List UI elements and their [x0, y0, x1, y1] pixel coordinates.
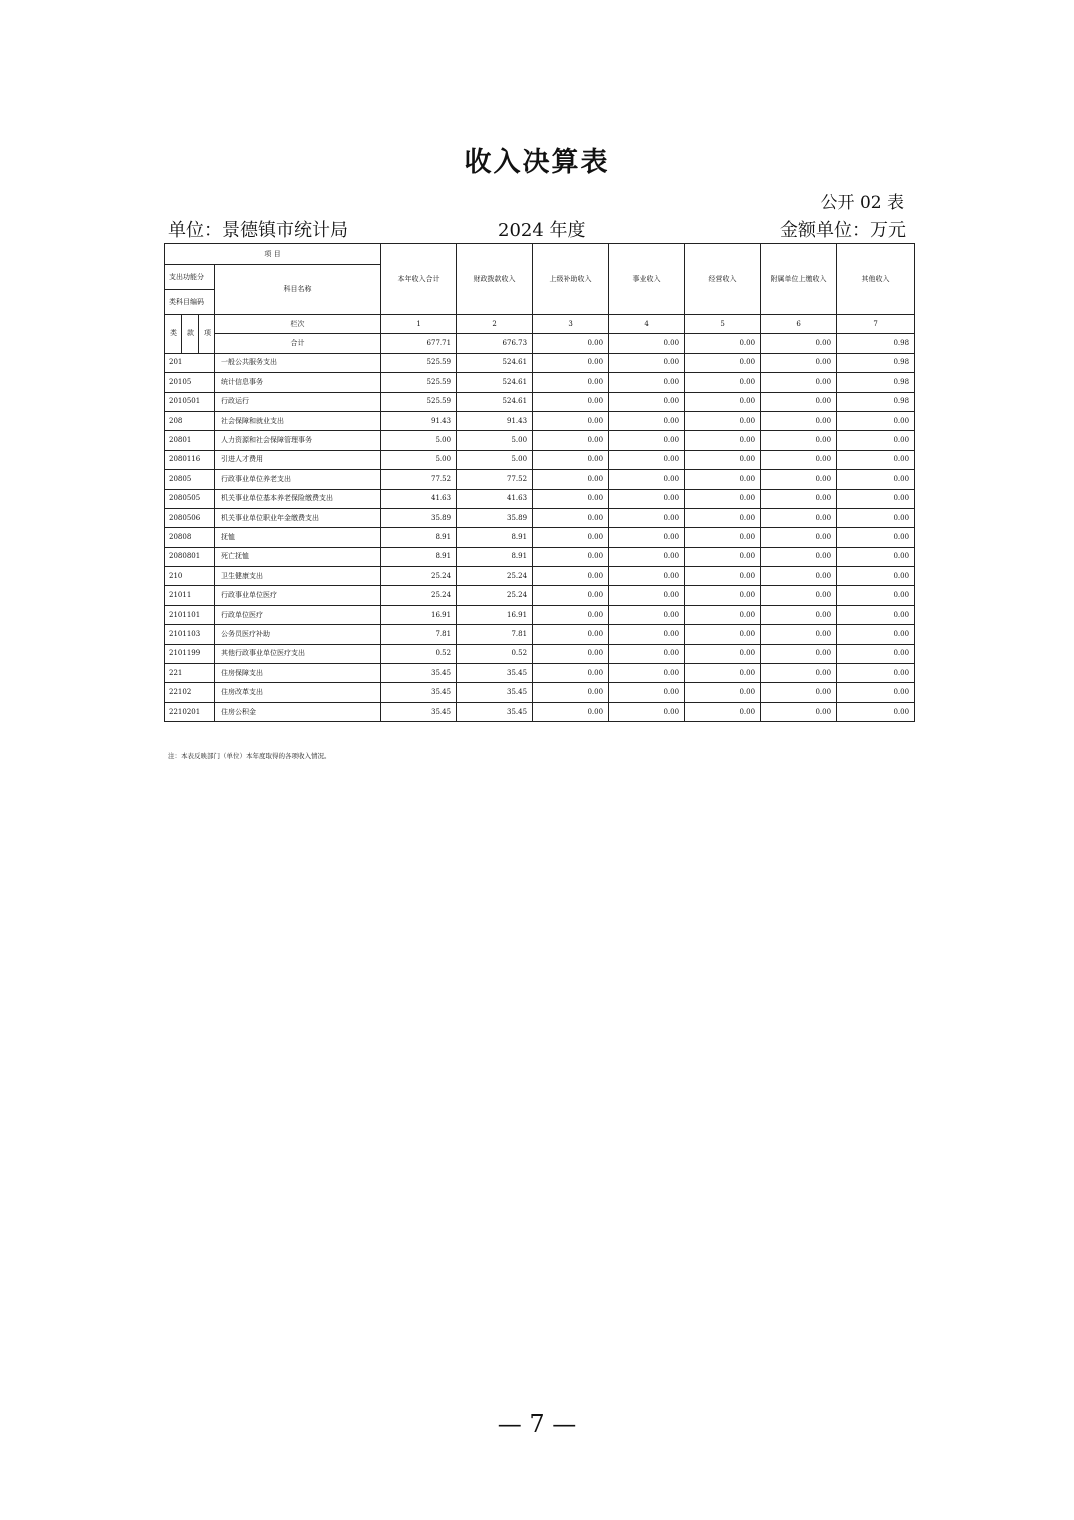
- row-code: 2101199: [165, 644, 215, 663]
- func-class-header-a: 支出功能分: [165, 265, 215, 290]
- row-subject-name: 公务员医疗补助: [215, 625, 381, 644]
- row-value: 91.43: [457, 411, 533, 430]
- meta-line: [168, 216, 906, 240]
- row-value: 35.45: [381, 702, 457, 721]
- table-row: [165, 353, 915, 372]
- row-value: 0.00: [609, 644, 685, 663]
- row-value: 0.00: [761, 470, 837, 489]
- row-value: 0.00: [533, 353, 609, 372]
- row-value: 0.00: [761, 508, 837, 527]
- row-value: 0.00: [685, 508, 761, 527]
- amount-unit: 金额单位：万元: [780, 220, 906, 241]
- row-value: 0.00: [761, 702, 837, 721]
- row-subject-name: 住房公积金: [215, 702, 381, 721]
- row-value: 0.00: [761, 605, 837, 624]
- row-value: 0.00: [533, 431, 609, 450]
- row-value: 525.59: [381, 373, 457, 392]
- row-code: 2080506: [165, 508, 215, 527]
- row-value: 0.00: [533, 567, 609, 586]
- row-code: 2101103: [165, 625, 215, 644]
- row-value: 35.89: [457, 508, 533, 527]
- form-number: 公开 02 表: [820, 193, 904, 213]
- col-no-6: 6: [761, 315, 837, 334]
- row-subject-name: 住房改革支出: [215, 683, 381, 702]
- total-value: 0.00: [609, 334, 685, 353]
- row-value: 0.00: [837, 450, 915, 469]
- fiscal-year: 2024 年度: [498, 220, 586, 241]
- row-value: 8.91: [457, 528, 533, 547]
- row-subject-name: 其他行政事业单位医疗支出: [215, 644, 381, 663]
- row-value: 0.00: [609, 392, 685, 411]
- row-value: 0.00: [761, 586, 837, 605]
- row-value: 91.43: [381, 411, 457, 430]
- row-code: 2101101: [165, 605, 215, 624]
- total-value: 0.00: [685, 334, 761, 353]
- row-value: 0.00: [837, 586, 915, 605]
- row-value: 35.45: [457, 702, 533, 721]
- row-value: 7.81: [381, 625, 457, 644]
- total-value: 676.73: [457, 334, 533, 353]
- row-value: 0.00: [609, 683, 685, 702]
- row-value: 0.00: [685, 489, 761, 508]
- subject-name-header: 科目名称: [215, 265, 381, 315]
- row-subject-name: 死亡抚恤: [215, 547, 381, 566]
- row-value: 0.00: [837, 605, 915, 624]
- table-row: [165, 567, 915, 586]
- row-subject-name: 住房保障支出: [215, 664, 381, 683]
- row-value: 0.00: [837, 528, 915, 547]
- col-header-1: 本年收入合计: [381, 244, 457, 315]
- row-subject-name: 引进人才费用: [215, 450, 381, 469]
- row-value: 0.00: [685, 392, 761, 411]
- row-value: 0.00: [685, 411, 761, 430]
- row-value: 0.00: [533, 373, 609, 392]
- row-value: 35.45: [381, 664, 457, 683]
- row-value: 8.91: [381, 547, 457, 566]
- table-row: [165, 586, 915, 605]
- col-no-1: 1: [381, 315, 457, 334]
- row-value: 0.00: [837, 567, 915, 586]
- row-value: 0.00: [837, 683, 915, 702]
- table-row: [165, 547, 915, 566]
- row-value: 0.00: [837, 489, 915, 508]
- row-value: 0.00: [685, 702, 761, 721]
- row-value: 0.00: [685, 431, 761, 450]
- row-value: 0.00: [837, 625, 915, 644]
- row-value: 0.00: [533, 664, 609, 683]
- row-value: 35.45: [381, 683, 457, 702]
- table-row: [165, 702, 915, 721]
- row-value: 0.00: [761, 664, 837, 683]
- row-value: 0.00: [533, 508, 609, 527]
- row-value: 25.24: [381, 567, 457, 586]
- row-subject-name: 社会保障和就业支出: [215, 411, 381, 430]
- row-code: 21011: [165, 586, 215, 605]
- row-value: 0.00: [761, 373, 837, 392]
- row-value: 0.00: [761, 683, 837, 702]
- total-value: 0.00: [533, 334, 609, 353]
- row-value: 0.00: [533, 625, 609, 644]
- lei-header: 类: [165, 315, 182, 354]
- col-header-2: 财政拨款收入: [457, 244, 533, 315]
- row-value: 16.91: [457, 605, 533, 624]
- row-value: 0.00: [609, 431, 685, 450]
- total-value: 0.98: [837, 334, 915, 353]
- row-value: 0.00: [685, 683, 761, 702]
- col-header-5: 经营收入: [685, 244, 761, 315]
- row-value: 0.00: [533, 547, 609, 566]
- row-value: 0.00: [609, 528, 685, 547]
- row-value: 0.00: [533, 644, 609, 663]
- row-value: 0.00: [533, 470, 609, 489]
- row-value: 7.81: [457, 625, 533, 644]
- table-row: [165, 528, 915, 547]
- row-value: 0.00: [533, 489, 609, 508]
- row-value: 0.00: [685, 547, 761, 566]
- row-value: 0.00: [685, 373, 761, 392]
- row-value: 0.52: [381, 644, 457, 663]
- row-value: 0.00: [609, 353, 685, 372]
- row-value: 0.00: [837, 664, 915, 683]
- table-body: [165, 353, 915, 721]
- col-no-4: 4: [609, 315, 685, 334]
- document-title: 收入决算表: [464, 147, 610, 178]
- row-value: 0.00: [533, 683, 609, 702]
- row-value: 0.98: [837, 353, 915, 372]
- row-value: 525.59: [381, 353, 457, 372]
- row-value: 0.00: [685, 567, 761, 586]
- row-value: 0.00: [533, 411, 609, 430]
- row-value: 0.00: [609, 586, 685, 605]
- row-value: 0.00: [609, 605, 685, 624]
- row-value: 5.00: [381, 450, 457, 469]
- row-value: 524.61: [457, 373, 533, 392]
- xiang-header: 项: [199, 315, 215, 354]
- table-row: [165, 489, 915, 508]
- row-value: 0.00: [837, 411, 915, 430]
- table-row: [165, 373, 915, 392]
- row-code: 20805: [165, 470, 215, 489]
- row-value: 0.00: [609, 664, 685, 683]
- row-value: 0.00: [761, 392, 837, 411]
- row-value: 0.00: [761, 644, 837, 663]
- row-value: 0.00: [533, 450, 609, 469]
- row-code: 2080801: [165, 547, 215, 566]
- row-subject-name: 卫生健康支出: [215, 567, 381, 586]
- row-value: 0.00: [761, 431, 837, 450]
- row-value: 77.52: [457, 470, 533, 489]
- row-value: 0.00: [761, 528, 837, 547]
- row-code: 20105: [165, 373, 215, 392]
- row-code: 22102: [165, 683, 215, 702]
- row-value: 0.00: [533, 586, 609, 605]
- row-value: 35.89: [381, 508, 457, 527]
- row-value: 25.24: [457, 586, 533, 605]
- row-code: 2210201: [165, 702, 215, 721]
- row-subject-name: 一般公共服务支出: [215, 353, 381, 372]
- row-value: 0.00: [685, 528, 761, 547]
- row-value: 525.59: [381, 392, 457, 411]
- row-value: 0.00: [685, 644, 761, 663]
- row-code: 210: [165, 567, 215, 586]
- row-value: 0.00: [685, 470, 761, 489]
- row-value: 0.00: [761, 353, 837, 372]
- row-value: 0.52: [457, 644, 533, 663]
- table-row: [165, 508, 915, 527]
- row-value: 0.00: [685, 605, 761, 624]
- total-value: 677.71: [381, 334, 457, 353]
- row-value: 0.00: [609, 470, 685, 489]
- row-value: 0.00: [609, 625, 685, 644]
- col-header-4: 事业收入: [609, 244, 685, 315]
- row-code: 201: [165, 353, 215, 372]
- row-value: 0.00: [609, 450, 685, 469]
- row-value: 0.00: [761, 411, 837, 430]
- row-value: 8.91: [457, 547, 533, 566]
- row-subject-name: 统计信息事务: [215, 373, 381, 392]
- row-value: 25.24: [457, 567, 533, 586]
- row-value: 0.00: [685, 625, 761, 644]
- row-value: 0.00: [685, 664, 761, 683]
- unit-label: 单位：景德镇市统计局: [168, 220, 348, 241]
- col-no-3: 3: [533, 315, 609, 334]
- table-row: [165, 470, 915, 489]
- table-row: [165, 625, 915, 644]
- row-value: 0.00: [533, 528, 609, 547]
- col-header-6: 附属单位上缴收入: [761, 244, 837, 315]
- total-value: 0.00: [761, 334, 837, 353]
- table-row: [165, 392, 915, 411]
- row-value: 0.00: [609, 508, 685, 527]
- total-row: [165, 334, 915, 353]
- col-no-2: 2: [457, 315, 533, 334]
- table-row: [165, 605, 915, 624]
- row-code: 20808: [165, 528, 215, 547]
- page-number: — 7 —: [497, 1410, 577, 1438]
- row-value: 77.52: [381, 470, 457, 489]
- row-value: 0.00: [837, 508, 915, 527]
- row-value: 0.00: [533, 392, 609, 411]
- row-value: 0.00: [837, 702, 915, 721]
- row-value: 524.61: [457, 353, 533, 372]
- row-code: 20801: [165, 431, 215, 450]
- col-header-7: 其他收入: [837, 244, 915, 315]
- row-value: 0.00: [533, 605, 609, 624]
- row-value: 0.00: [609, 547, 685, 566]
- row-value: 0.00: [837, 431, 915, 450]
- row-value: 0.00: [685, 450, 761, 469]
- income-table: [164, 243, 915, 722]
- row-subject-name: 机关事业单位职业年金缴费支出: [215, 508, 381, 527]
- kuan-header: 款: [182, 315, 199, 354]
- row-value: 0.00: [761, 489, 837, 508]
- row-value: 8.91: [381, 528, 457, 547]
- row-value: 0.00: [685, 586, 761, 605]
- table-row: [165, 411, 915, 430]
- table-row: [165, 644, 915, 663]
- row-code: 2010501: [165, 392, 215, 411]
- row-value: 0.00: [609, 702, 685, 721]
- row-value: 0.00: [837, 644, 915, 663]
- row-value: 0.00: [837, 470, 915, 489]
- row-value: 41.63: [381, 489, 457, 508]
- table-row: [165, 431, 915, 450]
- lanci-header: 栏次: [215, 315, 381, 334]
- row-subject-name: 机关事业单位基本养老保险缴费支出: [215, 489, 381, 508]
- col-no-5: 5: [685, 315, 761, 334]
- row-value: 0.00: [761, 567, 837, 586]
- table-note: 注：本表反映部门（单位）本年度取得的各项收入情况。: [168, 752, 331, 760]
- row-code: 221: [165, 664, 215, 683]
- row-value: 35.45: [457, 664, 533, 683]
- row-value: 25.24: [381, 586, 457, 605]
- row-value: 0.00: [609, 489, 685, 508]
- table-row: [165, 450, 915, 469]
- table-row: [165, 664, 915, 683]
- table-row: [165, 683, 915, 702]
- row-value: 16.91: [381, 605, 457, 624]
- row-subject-name: 行政运行: [215, 392, 381, 411]
- row-subject-name: 抚恤: [215, 528, 381, 547]
- col-header-3: 上级补助收入: [533, 244, 609, 315]
- row-value: 5.00: [457, 450, 533, 469]
- row-value: 5.00: [457, 431, 533, 450]
- row-value: 0.00: [533, 702, 609, 721]
- col-no-7: 7: [837, 315, 915, 334]
- func-class-header-b: 类科目编码: [165, 290, 215, 315]
- row-value: 0.00: [609, 411, 685, 430]
- total-label: 合计: [215, 334, 381, 353]
- row-code: 2080116: [165, 450, 215, 469]
- row-value: 0.98: [837, 373, 915, 392]
- row-value: 5.00: [381, 431, 457, 450]
- row-value: 41.63: [457, 489, 533, 508]
- row-value: 0.00: [609, 373, 685, 392]
- row-value: 0.00: [609, 567, 685, 586]
- row-value: 0.00: [685, 353, 761, 372]
- row-value: 0.00: [761, 625, 837, 644]
- row-subject-name: 行政事业单位医疗: [215, 586, 381, 605]
- row-value: 524.61: [457, 392, 533, 411]
- row-subject-name: 行政单位医疗: [215, 605, 381, 624]
- row-subject-name: 人力资源和社会保障管理事务: [215, 431, 381, 450]
- row-value: 0.00: [761, 547, 837, 566]
- row-subject-name: 行政事业单位养老支出: [215, 470, 381, 489]
- row-code: 208: [165, 411, 215, 430]
- project-header: 项 目: [165, 244, 381, 265]
- row-value: 35.45: [457, 683, 533, 702]
- row-code: 2080505: [165, 489, 215, 508]
- row-value: 0.98: [837, 392, 915, 411]
- row-value: 0.00: [837, 547, 915, 566]
- row-value: 0.00: [761, 450, 837, 469]
